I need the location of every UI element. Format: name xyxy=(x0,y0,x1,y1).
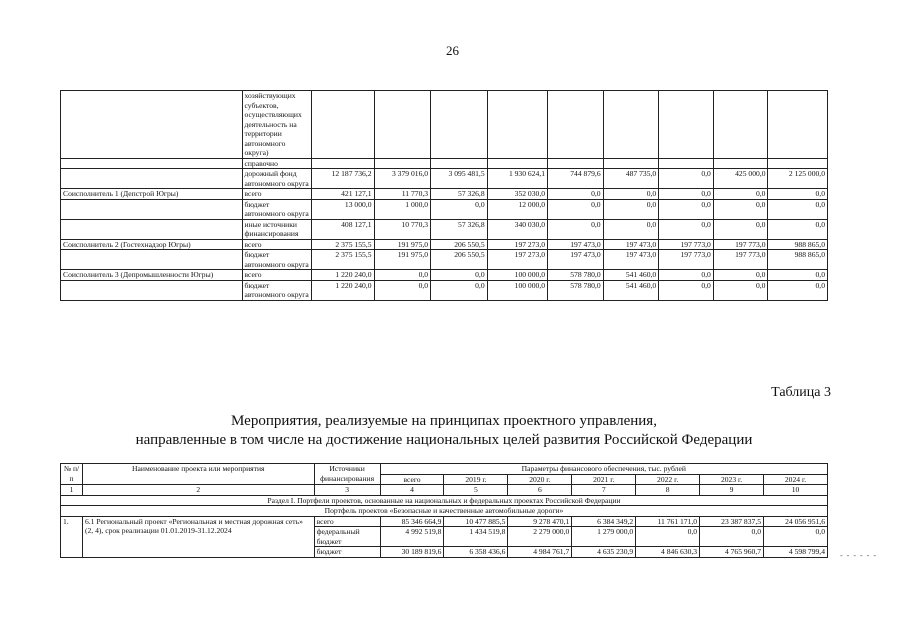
header-year: 2024 г. xyxy=(764,474,828,485)
projects-table xyxy=(60,463,828,558)
value-cell: 12 000,0 xyxy=(487,199,547,219)
value-cell: 0,0 xyxy=(768,280,828,300)
value-cell: 2 279 000,0 xyxy=(508,527,572,547)
value-cell: 352 030,0 xyxy=(487,189,547,200)
value-cell: 744 879,6 xyxy=(548,169,604,189)
value-cell: 197 473,0 xyxy=(603,250,659,270)
value-cell: 197 273,0 xyxy=(487,250,547,270)
section-heading xyxy=(60,412,828,450)
value-cell: 10 477 885,5 xyxy=(444,516,508,527)
value-cell: 9 278 470,1 xyxy=(508,516,572,527)
value-cell: 421 127,1 xyxy=(312,189,374,200)
value-cell xyxy=(312,158,374,169)
value-cell xyxy=(312,91,374,159)
header-source: Источники финансирования xyxy=(314,464,380,485)
value-cell: 4 765 960,7 xyxy=(700,547,764,558)
value-cell: 0,0 xyxy=(603,189,659,200)
value-cell: 487 735,0 xyxy=(603,169,659,189)
header-num: № п/п xyxy=(61,464,83,485)
value-cell xyxy=(374,158,431,169)
column-number: 7 xyxy=(572,485,636,496)
row-name xyxy=(61,250,243,270)
heading-line-1: Мероприятия, реализуемые на принципах проектного управления, xyxy=(231,413,657,429)
header-year: 2021 г. xyxy=(572,474,636,485)
table-row xyxy=(61,239,828,250)
table-row xyxy=(61,169,828,189)
row-name xyxy=(61,158,243,169)
value-cell: 11 770,3 xyxy=(374,189,431,200)
column-number: 8 xyxy=(636,485,700,496)
table-row xyxy=(61,91,828,159)
section-title: Раздел I. Портфели проектов, основанные на национальных и федеральных проектах Российской Федерации xyxy=(61,495,828,506)
value-cell: 0,0 xyxy=(636,527,700,547)
row-source: хозяйствующих субъектов, осуществляющих деятельность на территории автономного округа) xyxy=(242,91,312,159)
value-cell xyxy=(487,158,547,169)
header-year: 2022 г. xyxy=(636,474,700,485)
value-cell: 4 846 630,3 xyxy=(636,547,700,558)
header-year: 2020 г. xyxy=(508,474,572,485)
row-source: бюджет автономного округа xyxy=(242,250,312,270)
column-number: 6 xyxy=(508,485,572,496)
column-number: 3 xyxy=(314,485,380,496)
value-cell: 0,0 xyxy=(713,280,768,300)
value-cell xyxy=(431,91,488,159)
value-cell: 0,0 xyxy=(374,270,431,281)
value-cell: 197 473,0 xyxy=(548,239,604,250)
value-cell: 85 346 664,9 xyxy=(380,516,444,527)
value-cell: 206 550,5 xyxy=(431,250,488,270)
value-cell: 0,0 xyxy=(768,219,828,239)
portfolio-row xyxy=(61,506,828,517)
value-cell: 0,0 xyxy=(431,199,488,219)
value-cell xyxy=(374,91,431,159)
row-source: всего xyxy=(242,189,312,200)
header-year: 2019 г. xyxy=(444,474,508,485)
value-cell: 30 189 819,6 xyxy=(380,547,444,558)
value-cell: 57 326,8 xyxy=(431,189,488,200)
value-cell: 23 387 837,5 xyxy=(700,516,764,527)
value-cell: 57 326,8 xyxy=(431,219,488,239)
value-cell: 0,0 xyxy=(768,189,828,200)
value-cell: 0,0 xyxy=(374,280,431,300)
value-cell: 988 865,0 xyxy=(768,250,828,270)
value-cell: 0,0 xyxy=(431,280,488,300)
table-row xyxy=(61,280,828,300)
value-cell: 100 000,0 xyxy=(487,280,547,300)
value-cell: 0,0 xyxy=(659,219,714,239)
value-cell: 2 375 155,5 xyxy=(312,239,374,250)
value-cell: 408 127,1 xyxy=(312,219,374,239)
table-row xyxy=(61,158,828,169)
value-cell: 0,0 xyxy=(764,527,828,547)
value-cell: 0,0 xyxy=(700,527,764,547)
table-row xyxy=(61,199,828,219)
column-number: 1 xyxy=(61,485,83,496)
row-source: федеральный бюджет xyxy=(314,527,380,547)
table-label: Таблица 3 xyxy=(771,385,831,400)
item-name: 6.1 Региональный проект «Региональная и местная дорожная сеть» (2, 4), срок реализации 01.01.2019-31.12.2024 xyxy=(82,516,314,557)
funding-table-continued xyxy=(60,90,828,301)
value-cell: 6 358 436,6 xyxy=(444,547,508,558)
value-cell: 340 030,0 xyxy=(487,219,547,239)
heading-line-2: направленные в том числе на достижение национальных целей развития Российской Федерации xyxy=(135,432,753,448)
value-cell: 3 379 016,0 xyxy=(374,169,431,189)
value-cell: 0,0 xyxy=(548,219,604,239)
table-row xyxy=(61,270,828,281)
value-cell: 0,0 xyxy=(713,270,768,281)
item-number: 1. xyxy=(61,516,83,557)
value-cell: 100 000,0 xyxy=(487,270,547,281)
row-source: иные источники финансирования xyxy=(242,219,312,239)
value-cell: 541 460,0 xyxy=(603,280,659,300)
value-cell: 0,0 xyxy=(548,189,604,200)
value-cell: 13 000,0 xyxy=(312,199,374,219)
value-cell: 1 000,0 xyxy=(374,199,431,219)
row-name xyxy=(61,280,243,300)
value-cell xyxy=(768,158,828,169)
value-cell xyxy=(548,91,604,159)
row-name: Соисполнитель 1 (Депстрой Югры) xyxy=(61,189,243,200)
value-cell: 12 187 736,2 xyxy=(312,169,374,189)
value-cell: 0,0 xyxy=(768,270,828,281)
value-cell: 0,0 xyxy=(659,199,714,219)
value-cell: 191 975,0 xyxy=(374,239,431,250)
column-numbers-row xyxy=(61,485,828,496)
value-cell: 0,0 xyxy=(548,199,604,219)
row-name xyxy=(61,199,243,219)
page-number: 26 xyxy=(446,43,459,58)
header-row xyxy=(61,464,828,475)
value-cell: 4 598 799,4 xyxy=(764,547,828,558)
value-cell: 197 773,0 xyxy=(713,250,768,270)
value-cell: 197 473,0 xyxy=(548,250,604,270)
value-cell: 24 056 951,6 xyxy=(764,516,828,527)
value-cell: 0,0 xyxy=(659,280,714,300)
value-cell: 11 761 171,0 xyxy=(636,516,700,527)
value-cell xyxy=(603,158,659,169)
row-source: справочно xyxy=(242,158,312,169)
value-cell: 578 780,0 xyxy=(548,280,604,300)
value-cell: 0,0 xyxy=(431,270,488,281)
value-cell xyxy=(768,91,828,159)
value-cell: 197 273,0 xyxy=(487,239,547,250)
row-source: бюджет автономного округа xyxy=(242,199,312,219)
trailing-mark: - - - - - - xyxy=(840,551,877,560)
value-cell: 3 095 481,5 xyxy=(431,169,488,189)
value-cell: 1 434 519,8 xyxy=(444,527,508,547)
column-number: 5 xyxy=(444,485,508,496)
section-row xyxy=(61,495,828,506)
table-row xyxy=(61,516,828,527)
row-source: бюджет xyxy=(314,547,380,558)
value-cell: 0,0 xyxy=(768,199,828,219)
value-cell: 206 550,5 xyxy=(431,239,488,250)
value-cell: 197 773,0 xyxy=(713,239,768,250)
value-cell: 197 773,0 xyxy=(659,239,714,250)
value-cell: 1 220 240,0 xyxy=(312,270,374,281)
value-cell: 10 770,3 xyxy=(374,219,431,239)
value-cell xyxy=(487,91,547,159)
value-cell xyxy=(659,91,714,159)
row-source: всего xyxy=(242,270,312,281)
row-name: Соисполнитель 3 (Депромышленности Югры) xyxy=(61,270,243,281)
value-cell: 425 000,0 xyxy=(713,169,768,189)
row-source: дорожный фонд автономного округа xyxy=(242,169,312,189)
value-cell: 197 473,0 xyxy=(603,239,659,250)
value-cell: 0,0 xyxy=(603,219,659,239)
header-name: Наименование проекта или мероприятия xyxy=(82,464,314,485)
value-cell: 0,0 xyxy=(603,199,659,219)
header-year: 2023 г. xyxy=(700,474,764,485)
column-number: 9 xyxy=(700,485,764,496)
column-number: 2 xyxy=(82,485,314,496)
row-source: бюджет автономного округа xyxy=(242,280,312,300)
value-cell: 197 773,0 xyxy=(659,250,714,270)
value-cell xyxy=(659,158,714,169)
table-row xyxy=(61,250,828,270)
value-cell: 1 220 240,0 xyxy=(312,280,374,300)
row-name: Соисполнитель 2 (Гостехнадзор Югры) xyxy=(61,239,243,250)
value-cell: 4 984 761,7 xyxy=(508,547,572,558)
column-number: 10 xyxy=(764,485,828,496)
portfolio-title: Портфель проектов «Безопасные и качественные автомобильные дороги» xyxy=(61,506,828,517)
value-cell: 4 992 519,8 xyxy=(380,527,444,547)
value-cell: 6 384 349,2 xyxy=(572,516,636,527)
row-name xyxy=(61,219,243,239)
value-cell: 1 930 624,1 xyxy=(487,169,547,189)
header-year: всего xyxy=(380,474,444,485)
value-cell: 0,0 xyxy=(713,199,768,219)
value-cell xyxy=(603,91,659,159)
value-cell: 2 125 000,0 xyxy=(768,169,828,189)
row-source: всего xyxy=(242,239,312,250)
value-cell xyxy=(548,158,604,169)
value-cell xyxy=(431,158,488,169)
row-name xyxy=(61,91,243,159)
value-cell xyxy=(713,91,768,159)
row-name xyxy=(61,169,243,189)
column-number: 4 xyxy=(380,485,444,496)
table-row xyxy=(61,189,828,200)
value-cell xyxy=(713,158,768,169)
value-cell: 0,0 xyxy=(713,219,768,239)
value-cell: 191 975,0 xyxy=(374,250,431,270)
value-cell: 0,0 xyxy=(659,169,714,189)
value-cell: 2 375 155,5 xyxy=(312,250,374,270)
value-cell: 0,0 xyxy=(713,189,768,200)
value-cell: 4 635 230,9 xyxy=(572,547,636,558)
value-cell: 1 279 000,0 xyxy=(572,527,636,547)
header-params: Параметры финансового обеспечения, тыс. рублей xyxy=(380,464,827,475)
value-cell: 541 460,0 xyxy=(603,270,659,281)
value-cell: 0,0 xyxy=(659,189,714,200)
value-cell: 578 780,0 xyxy=(548,270,604,281)
table-row xyxy=(61,219,828,239)
row-source: всего xyxy=(314,516,380,527)
value-cell: 988 865,0 xyxy=(768,239,828,250)
value-cell: 0,0 xyxy=(659,270,714,281)
